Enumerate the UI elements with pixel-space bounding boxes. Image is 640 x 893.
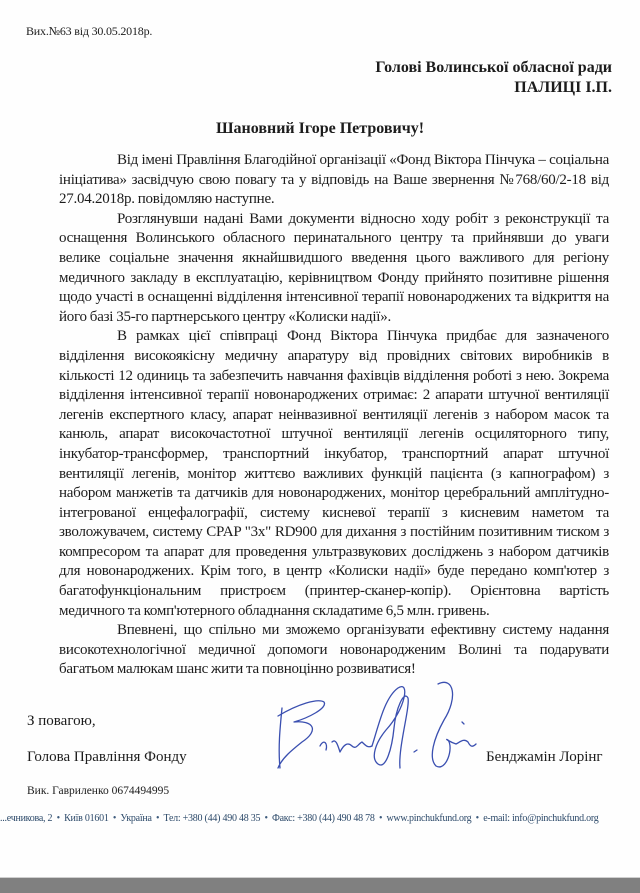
letterhead-footer bbox=[0, 812, 640, 825]
footer-separator: • bbox=[155, 813, 160, 824]
executor-contact: Вик. Гавриленко 0674494995 bbox=[27, 785, 170, 797]
footer-separator: • bbox=[264, 813, 268, 824]
signature-stroke bbox=[278, 701, 325, 768]
signature-stroke bbox=[372, 687, 408, 768]
addressee-name: ПАЛИЦІ І.П. bbox=[514, 79, 612, 96]
signer-position: Голова Правління Фонду bbox=[27, 749, 187, 765]
footer-website: www.pinchukfund.org bbox=[386, 813, 472, 824]
footer-email: e-mail: info@pinchukfund.org bbox=[483, 813, 599, 824]
addressee-block bbox=[375, 58, 612, 98]
signer-name: Бенджамін Лорінг bbox=[486, 749, 603, 765]
paragraph-conclusion: Впевнені, що спільно ми зможемо організувати ефективну систему надання високотехнологічної медичної допомоги новонародженим Волині та подарувати багатьом малюкам шанс жити та повноцінно розвиватися! bbox=[59, 622, 609, 678]
footer-fax: Факс: +380 (44) 490 48 78 bbox=[271, 813, 375, 824]
footer-separator: • bbox=[378, 813, 383, 824]
closing-phrase: З повагою, bbox=[27, 713, 96, 729]
handwritten-signature bbox=[258, 668, 478, 780]
footer-separator: • bbox=[56, 813, 60, 824]
signature-stroke bbox=[414, 750, 417, 752]
paragraph-intro: Від імені Правління Благодійної організації «Фонд Віктора Пінчука – соціальна ініціатива» засвідчую свою повагу та у відповідь на Ваше звернення №768/60/2-18 від 27.04.2018р. повідомляю наступне. bbox=[59, 152, 609, 208]
footer-city: Київ 01601 bbox=[64, 813, 109, 824]
signature-stroke bbox=[320, 741, 372, 752]
footer-country: Україна bbox=[120, 813, 152, 824]
signature-stroke bbox=[462, 722, 464, 724]
signature-stroke bbox=[432, 682, 476, 767]
footer-address: ...ечникова, 2 bbox=[0, 813, 53, 824]
paragraph-decision: Розглянувши надані Вами документи відносно ходу робіт з реконструкції та оснащення Волинського обласного перинатального центру та прийнявши до уваги велике соціальне значення якнайшвидшого введення цього важливого для регіону медичного закладу в експлуатацію, керівництвом Фонду прийнято позитивне рішення щодо участі в оснащенні відділення інтенсивної терапії новонароджених та відкриття на його базі 35-го партнерського центру «Колиски надії». bbox=[59, 210, 609, 325]
addressee-title: Голові Волинської обласної ради bbox=[375, 59, 612, 76]
footer-phone: Тел: +380 (44) 490 48 35 bbox=[163, 813, 261, 824]
salutation: Шановний Ігоре Петровичу! bbox=[215, 120, 425, 137]
outgoing-number: Вих.№63 від 30.05.2018р. bbox=[26, 24, 153, 38]
paragraph-equipment: В рамках цієї співпраці Фонд Віктора Пінчука придбає для зазначеного відділення високоякісну медичну апаратуру від провідних світових виробників в кількості 12 одиниць та забезпечить навчання фахівців відділення роботі з нею. Зокрема відділення інтенсивної терапії новонароджених отримає: 2 апарати штучної вентиляції легенів експертного класу, апарат неінвазивної вентиляції легенів з набором масок та канюль, апарат високочастотної штучної вентиляції легенів осциляторного типу, інкубатор-трансформер, транспортний інкубатор, транспортний апарат штучної вентиляції легенів, монітор життєво важливих функцій пацієнта (з капнографом) з набором манжетів та датчиків для новонароджених, монітор церебральний амплітудно-інтегрованої енцефалографії, систему кисневої терапії з кисневим наметом та зволожувачем, систему CPAP "3x" RD900 для дихання з постійним позитивним тиском з компресором та апарат для проведення ультразвукових досліджень з набором датчиків для новонароджених. Крім того, в центр «Колиски надії» буде передано комп'ютер з багатофункціональним пристроєм (принтер-сканер-копір). Орієнтовна вартість медичного та комп'ютерного обладнання складатиме 6,5 млн. гривень. bbox=[59, 328, 609, 619]
footer-separator: • bbox=[475, 813, 479, 824]
bottom-gray-strip bbox=[0, 877, 640, 893]
footer-separator: • bbox=[112, 813, 117, 824]
letter-body bbox=[59, 151, 609, 680]
